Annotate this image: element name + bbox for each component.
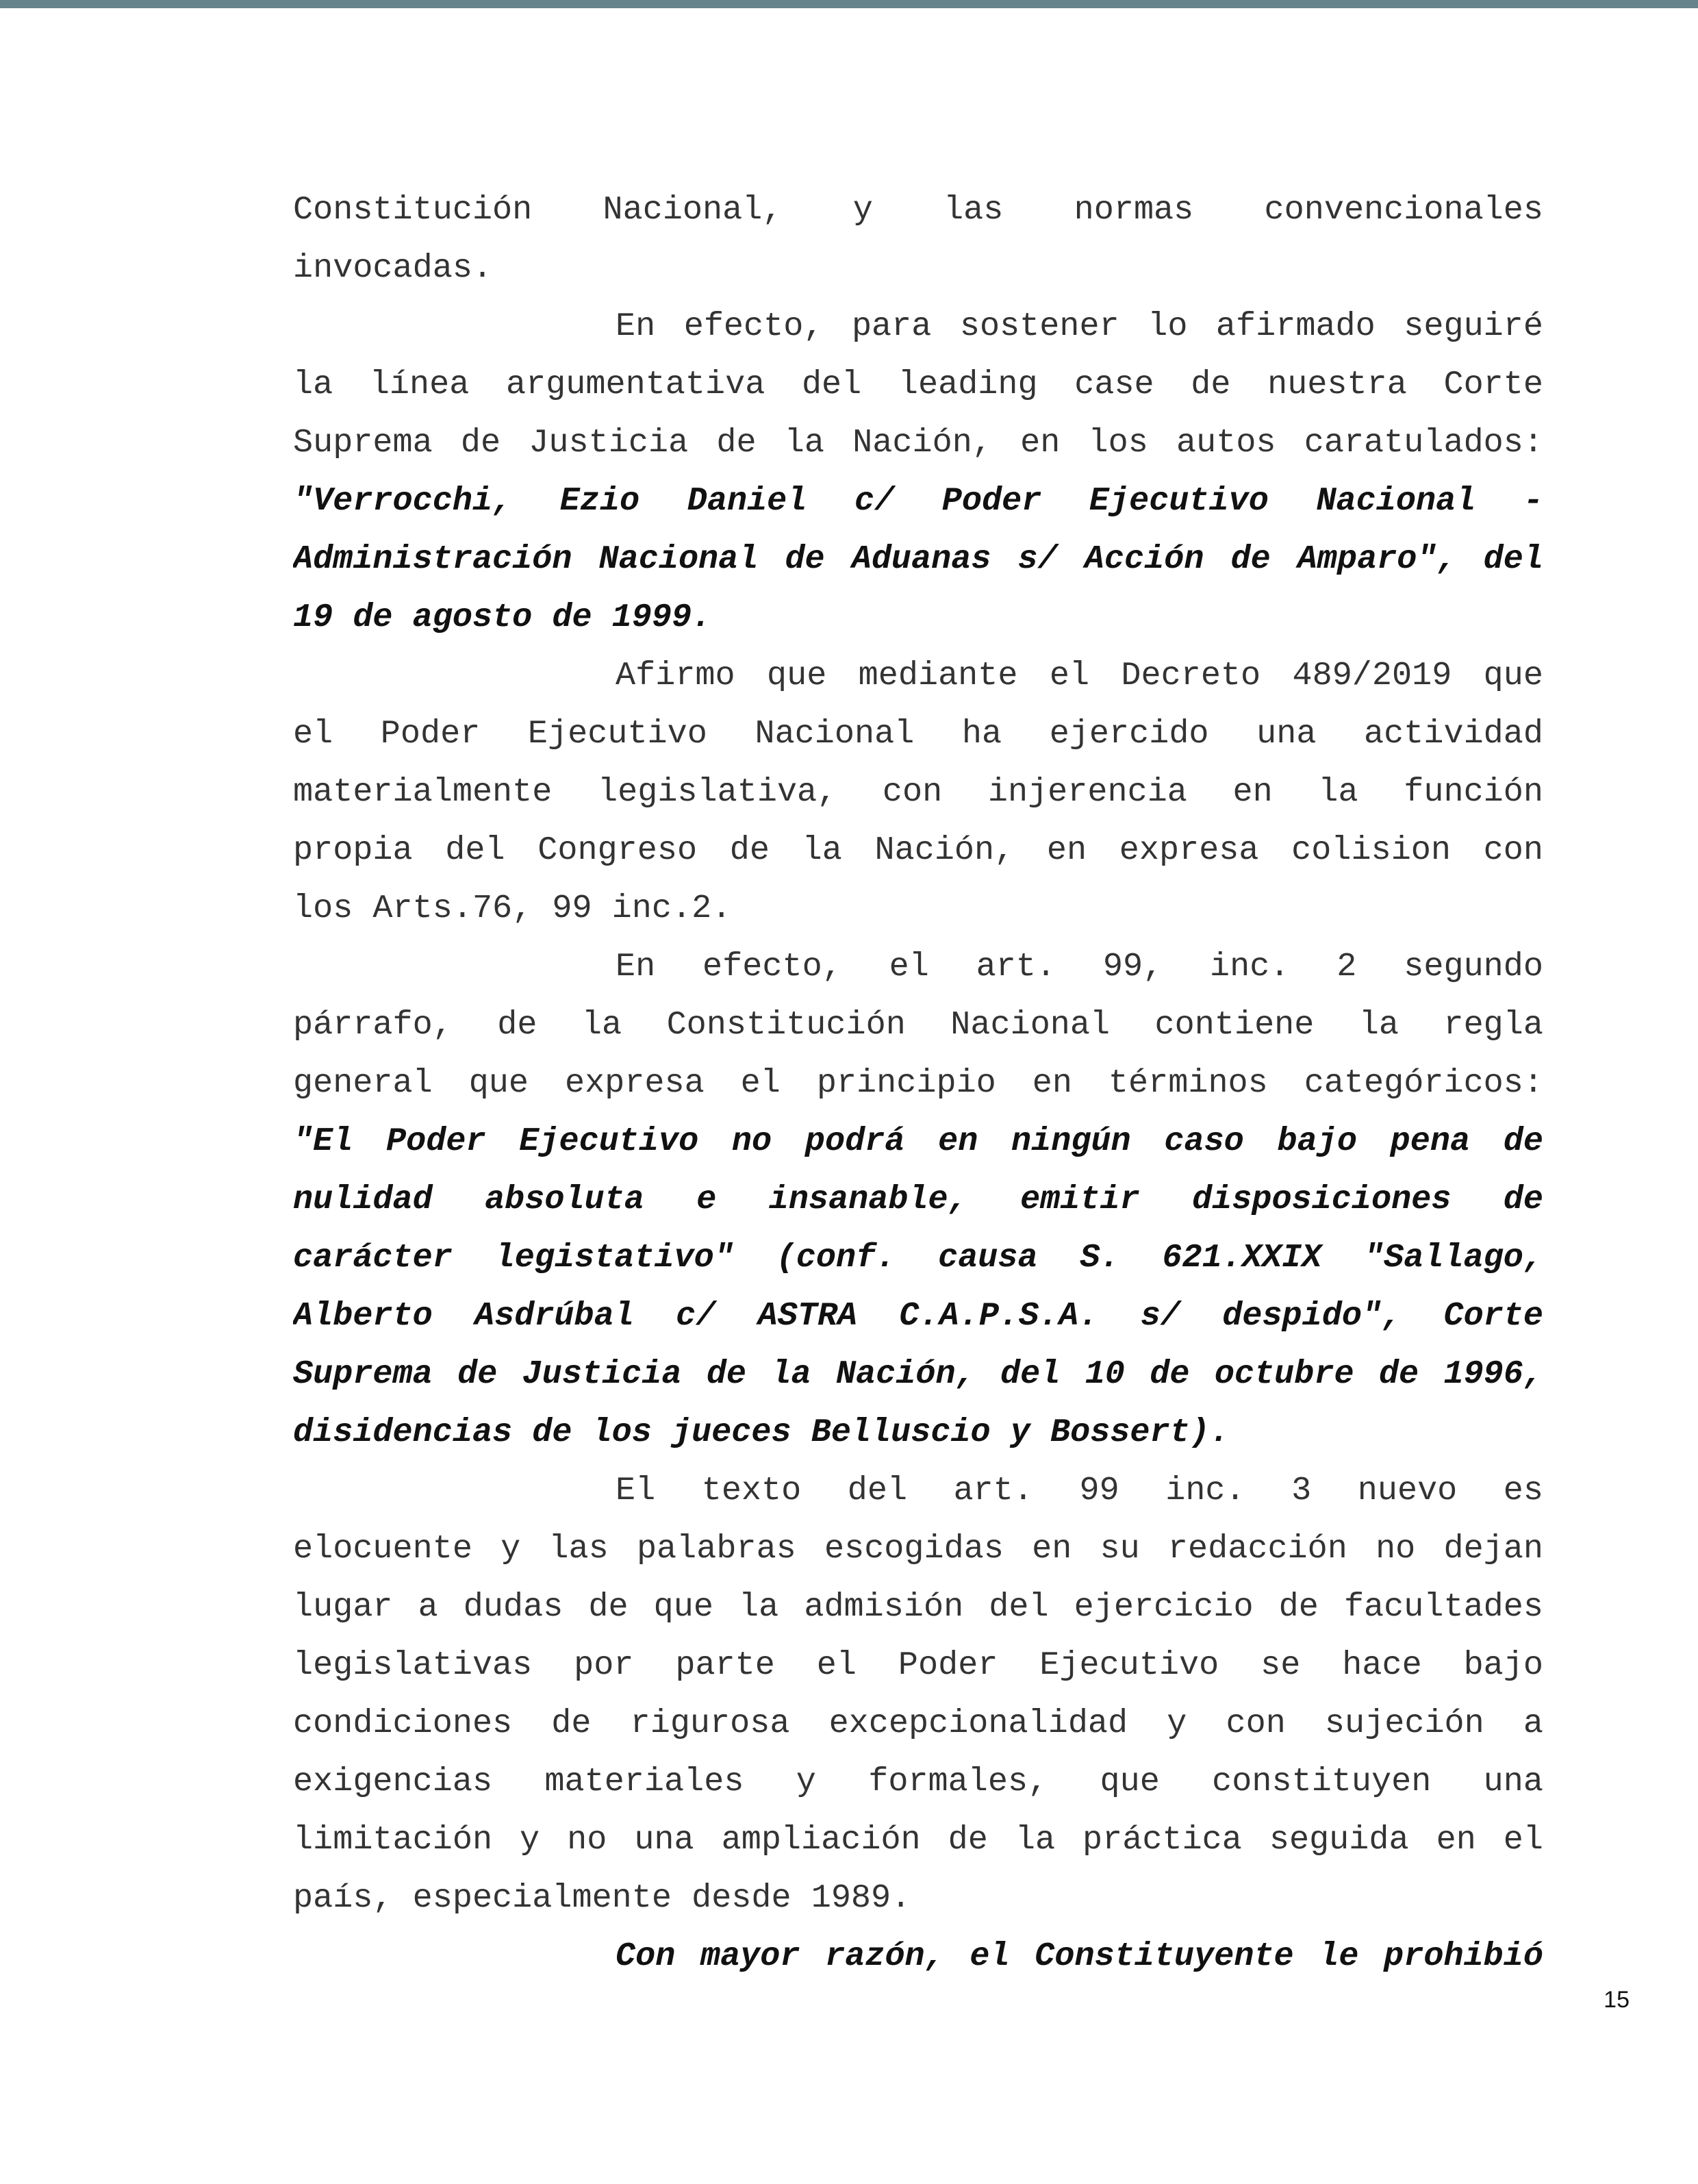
text-line: los Arts.76, 99 inc.2. xyxy=(293,890,732,927)
emphasis-text-line: Suprema de Justicia de la Nación, del 10 de octubre de 1996, xyxy=(293,1355,1543,1393)
text-line: invocadas. xyxy=(293,249,493,287)
text-line: Constitución Nacional, y las normas convencionales xyxy=(293,191,1543,229)
text-line: El texto del art. 99 inc. 3 nuevo es xyxy=(616,1472,1543,1509)
text-line: propia del Congreso de la Nación, en expresa colision con xyxy=(293,831,1543,869)
emphasis-text-line: "Verrocchi, Ezio Daniel c/ Poder Ejecutivo Nacional - xyxy=(293,482,1543,520)
text-line: limitación y no una ampliación de la práctica seguida en el xyxy=(293,1821,1543,1859)
emphasis-text-line: Con mayor razón, el Constituyente le prohibió xyxy=(616,1937,1543,1975)
text-line: En efecto, el art. 99, inc. 2 segundo xyxy=(616,948,1543,986)
text-line: la línea argumentativa del leading case de nuestra Corte xyxy=(293,366,1543,403)
text-line: país, especialmente desde 1989. xyxy=(293,1879,911,1917)
text-line: materialmente legislativa, con injerencia en la función xyxy=(293,773,1543,811)
emphasis-text-line: carácter legistativo" (conf. causa S. 621.XXIX "Sallago, xyxy=(293,1239,1543,1277)
text-line: legislativas por parte el Poder Ejecutivo se hace bajo xyxy=(293,1646,1543,1684)
text-line: el Poder Ejecutivo Nacional ha ejercido una actividad xyxy=(293,715,1543,753)
text-line: Suprema de Justicia de la Nación, en los autos caratulados: xyxy=(293,424,1543,462)
page-number: 15 xyxy=(1604,1987,1630,2013)
document-body xyxy=(293,181,1543,1985)
text-line: elocuente y las palabras escogidas en su redacción no dejan xyxy=(293,1530,1543,1568)
emphasis-text-line: Alberto Asdrúbal c/ ASTRA C.A.P.S.A. s/ despido", Corte xyxy=(293,1297,1543,1335)
text-line: exigencias materiales y formales, que constituyen una xyxy=(293,1763,1543,1800)
top-border-bar xyxy=(0,0,1698,8)
emphasis-text-line: Administración Nacional de Aduanas s/ Acción de Amparo", del xyxy=(293,540,1543,578)
emphasis-text-line: disidencias de los jueces Belluscio y Bossert). xyxy=(293,1414,1230,1451)
text-line: Afirmo que mediante el Decreto 489/2019 que xyxy=(616,657,1543,694)
text-line: lugar a dudas de que la admisión del ejercicio de facultades xyxy=(293,1588,1543,1626)
emphasis-text-line: 19 de agosto de 1999. xyxy=(293,599,712,636)
emphasis-text-line: nulidad absoluta e insanable, emitir disposiciones de xyxy=(293,1181,1543,1218)
emphasis-text-line: "El Poder Ejecutivo no podrá en ningún caso bajo pena de xyxy=(293,1122,1543,1160)
text-line: condiciones de rigurosa excepcionalidad y con sujeción a xyxy=(293,1705,1543,1742)
text-line: párrafo, de la Constitución Nacional contiene la regla xyxy=(293,1006,1543,1044)
text-line: En efecto, para sostener lo afirmado seguiré xyxy=(616,307,1543,345)
text-line: general que expresa el principio en términos categóricos: xyxy=(293,1064,1543,1102)
